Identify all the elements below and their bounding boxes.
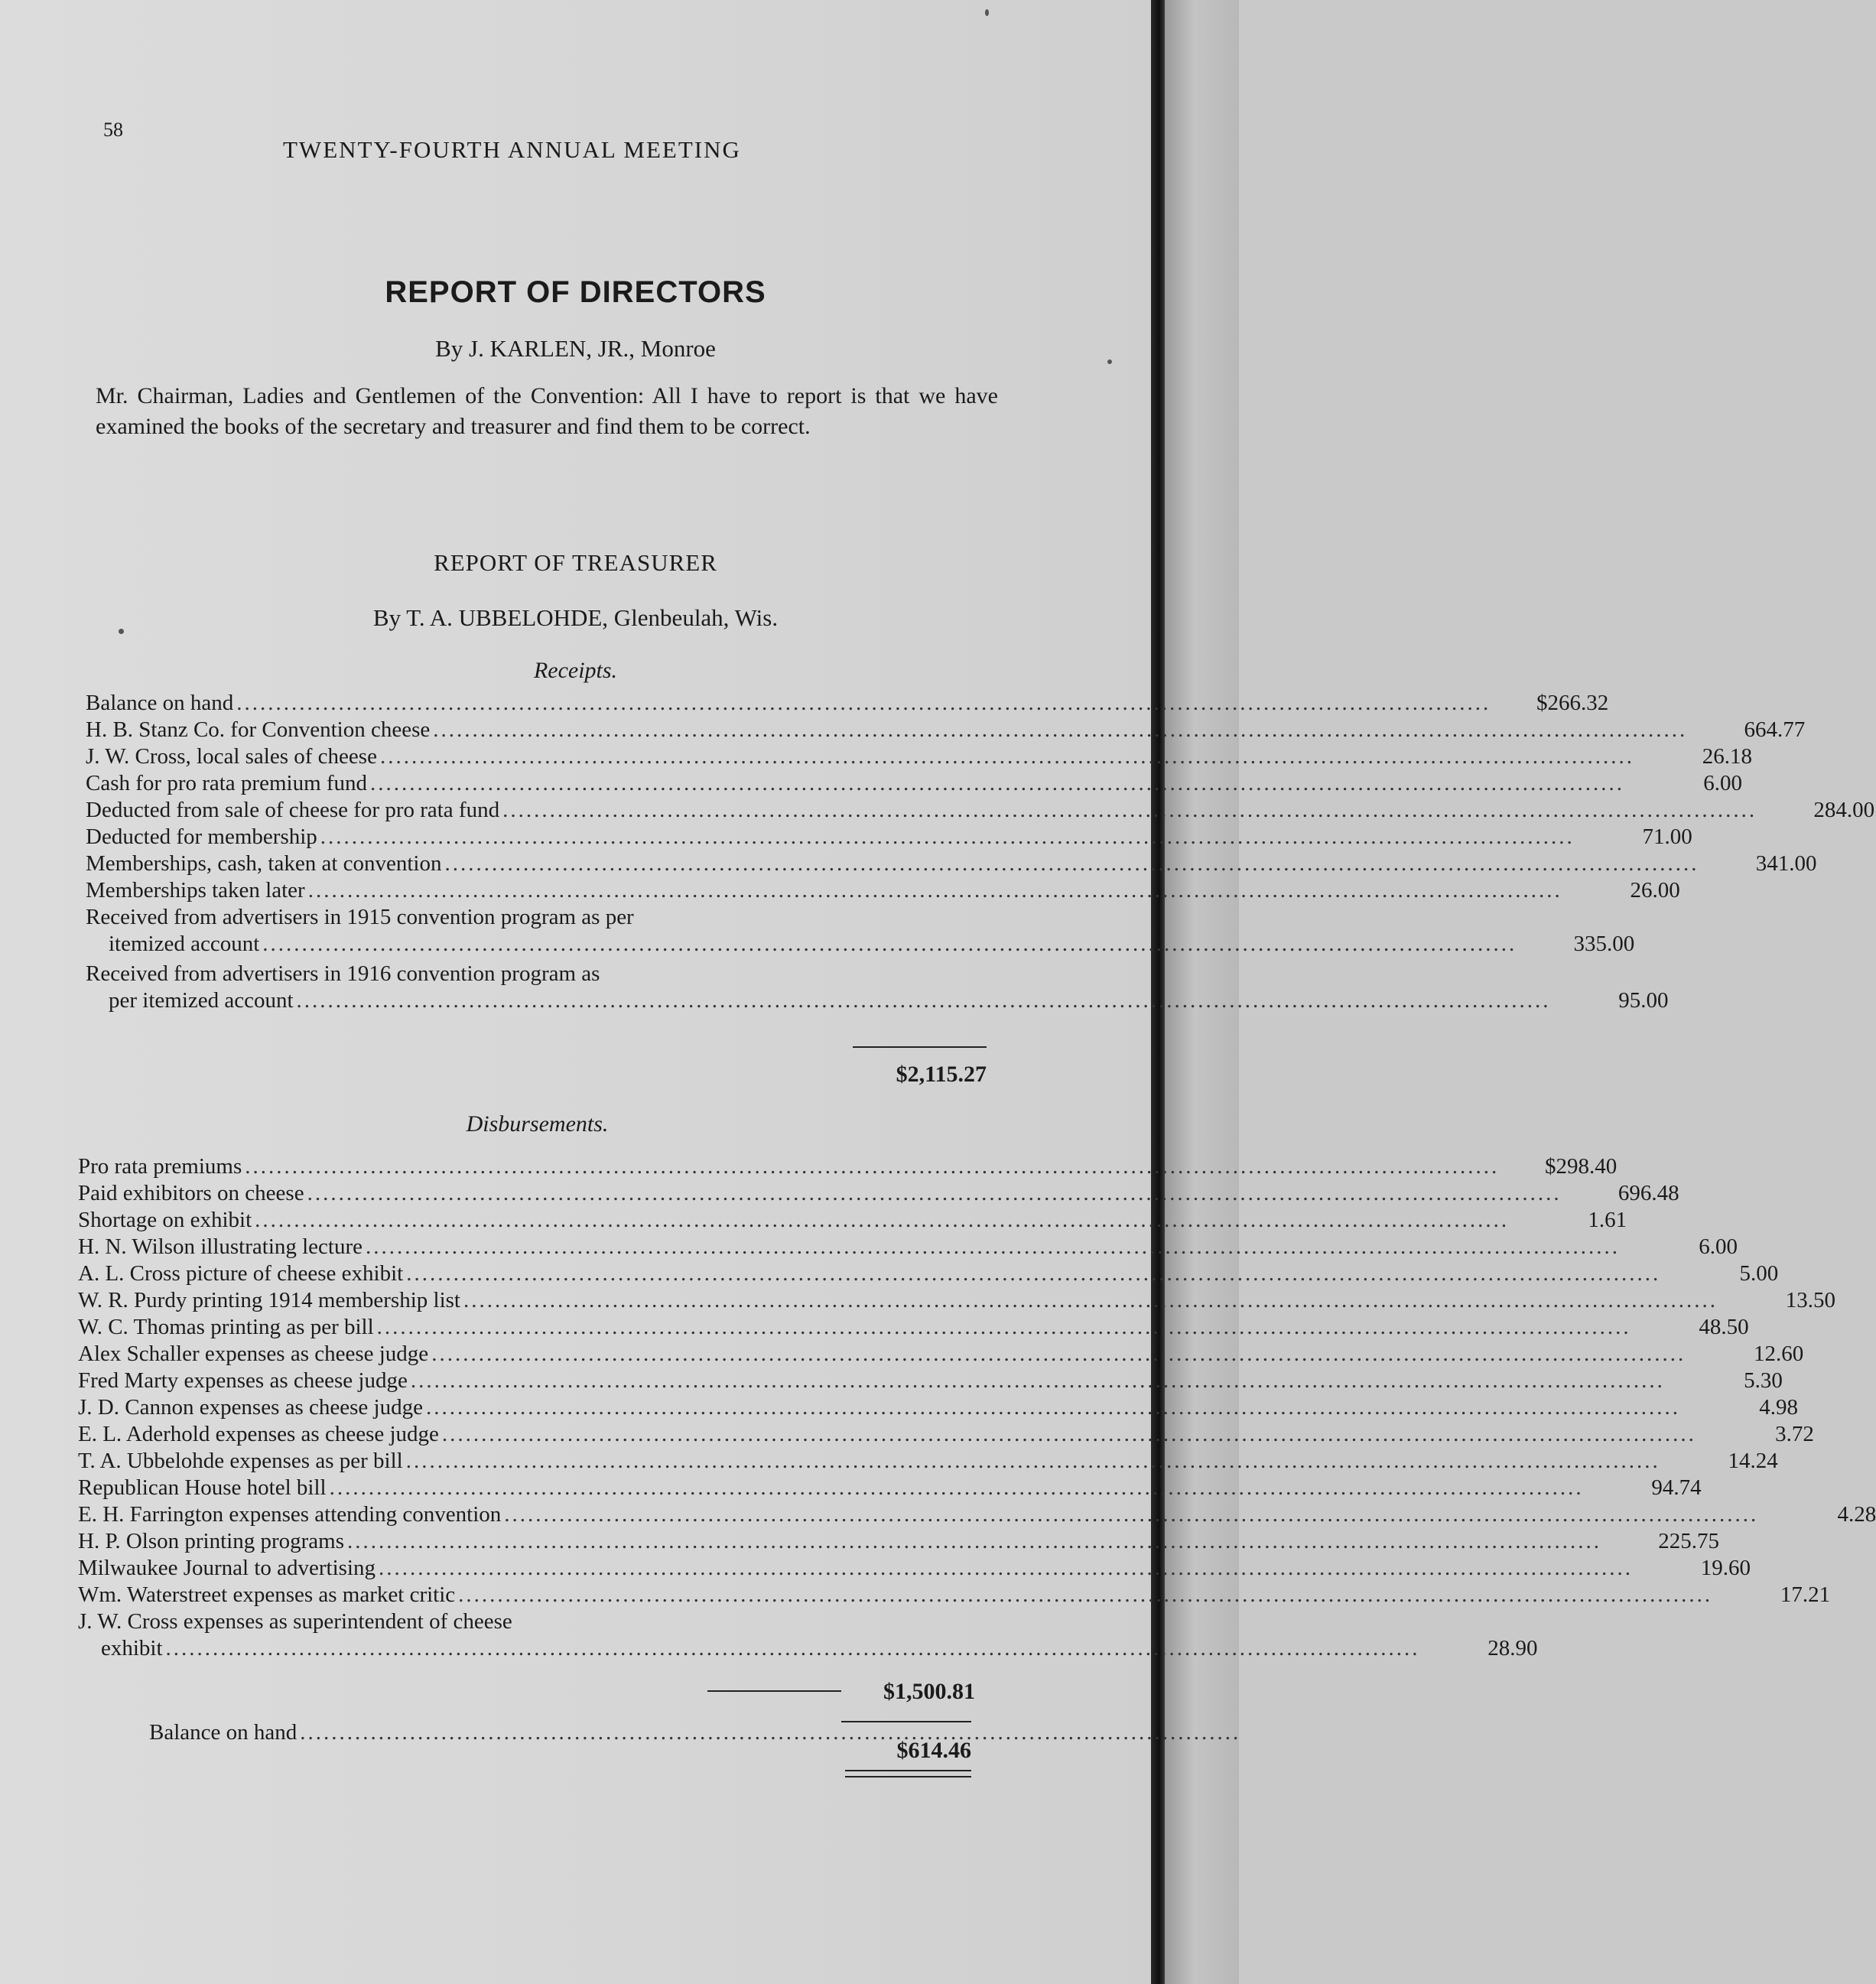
- receipt-row: [86, 824, 1692, 850]
- leader-dots: ................................................................................................................................................................: [347, 1529, 1601, 1553]
- disbursement-row-label: Wm. Waterstreet expenses as market critic: [78, 1582, 456, 1607]
- disbursement-row-label: Milwaukee Journal to advertising: [78, 1556, 376, 1580]
- disbursement-row-label: E. L. Aderhold expenses as cheese judge: [78, 1422, 439, 1446]
- disbursement-row-amount: 94.74: [1651, 1475, 1702, 1500]
- receipt-row-amount: 341.00: [1755, 851, 1817, 876]
- disbursement-row: [78, 1207, 1627, 1233]
- leader-dots: ................................................................................................................................................................: [262, 932, 1517, 956]
- disbursement-row-amount: 48.50: [1699, 1315, 1749, 1339]
- disbursement-row-label: W. C. Thomas printing as per bill: [78, 1315, 374, 1339]
- print-speck: [119, 629, 124, 634]
- leader-dots: ................................................................................................................................................................: [329, 1475, 1584, 1500]
- disbursement-row-label: A. L. Cross picture of cheese exhibit: [78, 1261, 404, 1286]
- leader-dots: ................................................................................................................................................................: [431, 1342, 1686, 1366]
- disbursement-row-amount: 696.48: [1618, 1181, 1679, 1205]
- leader-dots: ................................................................................................................................................................: [370, 771, 1625, 795]
- balance-row: [149, 1719, 1241, 1745]
- running-head: TWENTY-FOURTH ANNUAL MEETING: [283, 136, 741, 163]
- disbursements-total: $1,500.81: [883, 1679, 975, 1704]
- treasurer-report-byline: By T. A. UBBELOHDE, Glenbeulah, Wis.: [372, 604, 779, 631]
- disbursement-row: [78, 1421, 1814, 1447]
- directors-report-body: Mr. Chairman, Ladies and Gentlemen of the Convention: All I have to report is that we have examined the books of the secretary and treasurer and find them to be correct.: [96, 383, 998, 439]
- print-speck: [985, 9, 989, 16]
- leader-dots: ................................................................................................................................................................: [444, 851, 1699, 876]
- receipt-row-label-line1: Received from advertisers in 1916 convention program as: [86, 961, 600, 986]
- receipt-row-label: Memberships taken later: [86, 878, 305, 903]
- disbursement-row-amount: 13.50: [1785, 1288, 1835, 1312]
- disbursement-row: [78, 1528, 1719, 1554]
- disbursement-row-amount: 225.75: [1658, 1529, 1719, 1553]
- disbursement-row-amount: 28.90: [1487, 1636, 1538, 1660]
- receipt-row: [109, 931, 1635, 957]
- receipt-row-amount: 26.18: [1702, 744, 1752, 769]
- balance-double-rule-1: [845, 1770, 971, 1771]
- disbursement-row-amount: 14.24: [1728, 1449, 1778, 1473]
- disbursement-row: [78, 1501, 1876, 1527]
- leader-dots: ................................................................................................................................................................: [376, 1315, 1631, 1339]
- treasurer-report-title: REPORT OF TREASURER: [434, 549, 717, 576]
- disbursement-row-label: exhibit: [101, 1636, 163, 1660]
- disbursement-row: [78, 1555, 1751, 1581]
- disbursement-row-amount: 6.00: [1699, 1234, 1738, 1259]
- disbursement-row-label: Shortage on exhibit: [78, 1208, 252, 1232]
- disbursement-row: [78, 1234, 1738, 1260]
- receipts-total: $2,115.27: [896, 1062, 987, 1087]
- disbursement-row-label: T. A. Ubbelohde expenses as per bill: [78, 1449, 403, 1473]
- disbursement-row-amount: 1.61: [1588, 1208, 1627, 1232]
- receipt-row-amount: 664.77: [1744, 717, 1806, 742]
- disbursement-row-label: H. N. Wilson illustrating lecture: [78, 1234, 363, 1259]
- balance-amount: $614.46: [896, 1738, 971, 1763]
- receipt-row: [86, 690, 1609, 716]
- leader-dots: ................................................................................................................................................................: [296, 988, 1551, 1013]
- disbursement-row-label: J. D. Cannon expenses as cheese judge: [78, 1395, 423, 1420]
- disbursements-heading: Disbursements.: [466, 1111, 609, 1137]
- disbursement-row: [78, 1314, 1749, 1340]
- receipt-row: [86, 851, 1817, 877]
- disbursement-row-label: Alex Schaller expenses as cheese judge: [78, 1342, 429, 1366]
- disbursement-row-amount: 12.60: [1753, 1342, 1804, 1366]
- balance-label: Balance on hand: [149, 1720, 297, 1745]
- leader-dots: ................................................................................................................................................................: [379, 744, 1634, 769]
- disbursement-row-amount: 5.00: [1739, 1261, 1779, 1286]
- leader-dots: ................................................................................................................................................................: [405, 1449, 1660, 1473]
- disbursement-row-amount: 4.28: [1837, 1502, 1876, 1527]
- disbursement-row-amount: 19.60: [1700, 1556, 1751, 1580]
- page-number: 58: [103, 119, 123, 141]
- disbursement-row: [78, 1180, 1679, 1206]
- disbursements-sum-rule: [707, 1690, 841, 1692]
- disbursement-row: [78, 1287, 1835, 1313]
- receipt-row-label: per itemized account: [109, 988, 294, 1013]
- receipt-row: [86, 770, 1743, 796]
- directors-report-title: REPORT OF DIRECTORS: [385, 275, 766, 309]
- disbursement-row-label: Republican House hotel bill: [78, 1475, 327, 1500]
- leader-dots: ................................................................................................................................................................: [410, 1368, 1665, 1393]
- receipt-row: [86, 717, 1806, 743]
- disbursement-row-amount: 17.21: [1780, 1582, 1831, 1607]
- leader-dots: ................................................................................................................................................................: [320, 824, 1575, 849]
- leader-dots: ................................................................................................................................................................: [433, 717, 1688, 742]
- disbursement-row-label: H. P. Olson printing programs: [78, 1529, 344, 1553]
- leader-dots: ................................................................................................................................................................: [379, 1556, 1633, 1580]
- leader-dots: ................................................................................................................................................................: [236, 691, 1491, 715]
- disbursement-row: [78, 1153, 1618, 1179]
- disbursement-row-label-line1: J. W. Cross expenses as superintendent of cheese: [78, 1609, 512, 1634]
- disbursement-row-amount: 5.30: [1744, 1368, 1783, 1393]
- receipt-row-label: Deducted from sale of cheese for pro rata fund: [86, 798, 500, 822]
- receipt-row: [86, 877, 1680, 903]
- receipt-row-amount: 284.00: [1813, 798, 1875, 822]
- receipt-row-label: J. W. Cross, local sales of cheese: [86, 744, 377, 769]
- receipt-row-label: Balance on hand: [86, 691, 234, 715]
- leader-dots: ........................................................................................................................: [300, 1720, 1241, 1745]
- disbursement-row-label: E. H. Farrington expenses attending convention: [78, 1502, 502, 1527]
- disbursement-row: [78, 1260, 1779, 1286]
- receipt-row-label: H. B. Stanz Co. for Convention cheese: [86, 717, 431, 742]
- leader-dots: ................................................................................................................................................................: [255, 1208, 1510, 1232]
- disbursement-row-label: W. R. Purdy printing 1914 membership list: [78, 1288, 460, 1312]
- receipt-row-amount: $266.32: [1536, 691, 1609, 715]
- print-speck: [1107, 359, 1112, 364]
- directors-report-byline: By J. KARLEN, JR., Monroe: [435, 335, 716, 362]
- leader-dots: ................................................................................................................................................................: [366, 1234, 1621, 1259]
- leader-dots: ................................................................................................................................................................: [307, 878, 1562, 903]
- receipt-row-amount: 26.00: [1630, 878, 1680, 903]
- disbursement-row-label: Pro rata premiums: [78, 1154, 242, 1179]
- leader-dots: ................................................................................................................................................................: [463, 1288, 1718, 1312]
- receipt-row-label: Memberships, cash, taken at convention: [86, 851, 442, 876]
- receipt-row-label: itemized account: [109, 932, 260, 956]
- receipts-sum-rule: [853, 1046, 987, 1048]
- disbursement-row-amount: 3.72: [1775, 1422, 1814, 1446]
- leader-dots: ................................................................................................................................................................: [307, 1181, 1562, 1205]
- disbursement-row-label: Fred Marty expenses as cheese judge: [78, 1368, 408, 1393]
- leader-dots: ................................................................................................................................................................: [441, 1422, 1696, 1446]
- receipt-row: [109, 987, 1669, 1013]
- receipt-row-amount: 6.00: [1703, 771, 1743, 795]
- receipt-row-label: Cash for pro rata premium fund: [86, 771, 368, 795]
- disbursement-row: [78, 1394, 1798, 1420]
- receipts-heading: Receipts.: [533, 658, 618, 683]
- receipt-row-label-line1: Received from advertisers in 1915 convention program as per: [86, 905, 634, 929]
- disbursement-row: [101, 1635, 1538, 1661]
- receipt-row-amount: 335.00: [1573, 932, 1635, 956]
- balance-double-rule-2: [845, 1776, 971, 1777]
- disbursement-row: [78, 1448, 1778, 1474]
- receipt-row: [86, 797, 1875, 823]
- disbursement-row: [78, 1341, 1804, 1367]
- leader-dots: ................................................................................................................................................................: [245, 1154, 1500, 1179]
- leader-dots: ................................................................................................................................................................: [406, 1261, 1661, 1286]
- receipt-row: [86, 743, 1752, 769]
- receipt-row-label: Deducted for membership: [86, 824, 317, 849]
- disbursement-row-label: Paid exhibitors on cheese: [78, 1181, 304, 1205]
- leader-dots: ................................................................................................................................................................: [458, 1582, 1713, 1607]
- leader-dots: ................................................................................................................................................................: [426, 1395, 1680, 1420]
- receipt-row-amount: 71.00: [1642, 824, 1692, 849]
- disbursement-row: [78, 1368, 1783, 1394]
- disbursement-row-amount: 4.98: [1759, 1395, 1798, 1420]
- leader-dots: ................................................................................................................................................................: [504, 1502, 1759, 1527]
- disbursement-row-amount: $298.40: [1544, 1154, 1618, 1179]
- disbursement-row: [78, 1582, 1831, 1608]
- receipt-row-amount: 95.00: [1618, 988, 1669, 1013]
- leader-dots: ................................................................................................................................................................: [165, 1636, 1420, 1660]
- leader-dots: ................................................................................................................................................................: [502, 798, 1757, 822]
- disbursement-row: [78, 1475, 1702, 1501]
